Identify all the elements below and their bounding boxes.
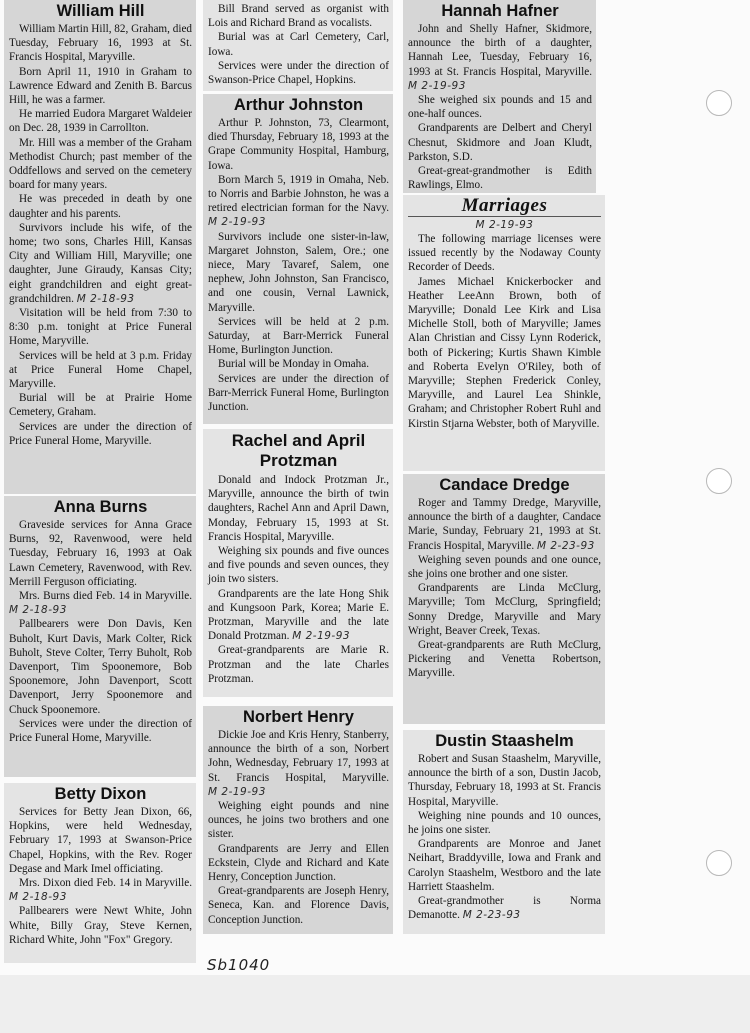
marriages-section <box>403 195 605 471</box>
paragraph-text: John and Shelly Hafner, Skidmore, announce the birth of a daughter, Hannah Lee, Tuesday, February 16, 1993 at St. Francis Hospital, Maryville. <box>408 23 592 78</box>
handwritten-date-note: M 2-19-93 <box>292 630 351 643</box>
paragraph-text: Mrs. Dixon died Feb. 14 in Maryville. <box>19 877 192 890</box>
paragraph: Burial will be Monday in Omaha. <box>218 358 370 371</box>
handwritten-date-note: M 2-18-93 <box>76 292 135 305</box>
obituary-title: Betty Dixon <box>54 785 147 803</box>
obituary-anna-burns <box>4 496 196 777</box>
paragraph: Weighing six pounds and five ounces and five pounds and seven ounces, they join two sisters. <box>208 545 389 586</box>
paragraph: Weighing nine pounds and 10 ounces, he joins one sister. <box>408 809 601 837</box>
paragraph <box>208 587 389 644</box>
paragraph: Arthur P. Johnston, 73, Clearmont, died Thursday, February 18, 1993 at the Grape Community Hospital, Hamburg, Iowa. <box>208 117 389 172</box>
paragraph: Pallbearers were Newt White, John White, Billy Gray, Steve Kernen, Richard White, John "Fox" Gregory. <box>9 905 192 946</box>
section-title: Marriages <box>408 197 601 217</box>
paragraph: Services are under the direction of Barr-Merrick Funeral Home, Burlington Junction. <box>208 372 389 414</box>
paragraph-text: Mrs. Burns died Feb. 14 in Maryville. <box>19 590 192 603</box>
birth-title: Rachel and April Protzman <box>231 431 366 470</box>
paragraph: Weighing seven pounds and one ounce, she joins one brother and one sister. <box>408 553 601 581</box>
paragraph: Services were under the direction of Swanson-Price Chapel, Hopkins. <box>208 59 389 87</box>
birth-title: Candace Dredge <box>439 476 570 494</box>
paragraph-text: Born March 5, 1919 in Omaha, Neb. to Norris and Barbie Johnston, he was a retired electrician forman for the Navy. <box>208 173 389 215</box>
paragraph: Robert and Susan Staashelm, Maryville, announce the birth of a son, Dustin Jacob, Thursday, February 18, 1993 at St. Francis Hospital, Maryville. <box>408 753 601 808</box>
binder-hole-top <box>706 90 732 116</box>
birth-dustin-staashelm <box>403 730 605 934</box>
paragraph: Grandparents are Linda McClurg, Maryville; Tom McClurg, Springfield; Sonny Dredge, Maryville and Mary Wright, Beaver Creek, Texas. <box>408 582 601 637</box>
paragraph: Bill Brand served as organist with Lois and Richard Brand as vocalists. <box>208 3 389 30</box>
paragraph: He was preceded in death by one daughter and his parents. <box>9 193 192 220</box>
birth-hannah-hafner <box>403 0 596 193</box>
page-signature: Sb1040 <box>207 956 271 974</box>
paragraph: James Michael Knickerbocker and Heather LeeAnn Brown, both of Maryville; Donald Lee Kirk and Lisa Michelle Stoll, both of Maryville; James Alan Christian and Cissy Lynn Roderick, both of Pickering; Kurtis Shawn Kimble and Roberta Evelyn O'Riley, both of Maryville; Stephen Frederick Conley, Maryville, and Laurel Lea Shinkle, Graham; and Christopher Robert Ruhl and Kirstin Stjarna Webster, both of Maryville. <box>408 275 601 430</box>
paragraph <box>9 589 192 617</box>
birth-protzman <box>203 429 393 697</box>
paragraph: Grandparents are Delbert and Cheryl Chesnut, Skidmore and Joan Kludt, Parkston, S.D. <box>408 122 592 163</box>
paragraph: Services for Betty Jean Dixon, 66, Hopkins, were held Wednesday, February 17, 1993 at Swanson-Price Chapel, Hopkins, with the Rev. Roger Degase and Mark Imel officiating. <box>9 806 192 875</box>
paragraph: Great-great-grandmother is Edith Rawlings, Elmo. <box>408 165 592 192</box>
handwritten-date-note: M 2-18-93 <box>9 891 67 904</box>
paragraph: Services will be held at 3 p.m. Friday at Price Funeral Home Chapel, Maryville. <box>9 349 192 391</box>
paragraph: Burial will be at Prairie Home Cemetery, Graham. <box>9 392 192 419</box>
obituary-title: Anna Burns <box>53 498 148 516</box>
paragraph: Survivors include one sister-in-law, Margaret Johnston, Salem, Ore.; one niece, Mary Tavaref, Salem, one nephew, John Johnston, San Francisco, and one cousin, Vernal Lawnick, Maryville. <box>208 230 389 314</box>
paragraph: Services were under the direction of Price Funeral Home, Maryville. <box>9 717 192 745</box>
handwritten-date-note: M 2-23-93 <box>462 909 521 922</box>
birth-title: Hannah Hafner <box>441 2 559 20</box>
scan-bottom-margin <box>0 975 750 1033</box>
birth-title: Dustin Staashelm <box>435 732 574 750</box>
handwritten-date-note: M 2-19-93 <box>208 785 266 798</box>
paragraph-text: Grandparents are the late Hong Shik and Kungsoon Park, Korea; Marie E. Protzman, Maryville and the late Donald Protzman. <box>208 587 389 643</box>
paragraph: Great-grandparents are Marie R. Protzman and the late Charles Protzman. <box>208 644 389 685</box>
handwritten-date-note: M 2-23-93 <box>536 539 595 552</box>
paragraph: Weighing eight pounds and nine ounces, he joins two brothers and one sister. <box>208 800 389 841</box>
paragraph <box>208 173 389 230</box>
handwritten-date-note: M 2-18-93 <box>9 604 67 617</box>
paragraph: Graveside services for Anna Grace Burns, 92, Ravenwood, were held Tuesday, February 16, 1993 at Oak Lawn Cemetery, Ravenwood, with Rev. Merrill Ferguson officiating. <box>9 519 192 588</box>
obituary-betty-dixon <box>4 783 196 963</box>
paragraph: William Martin Hill, 82, Graham, died Tuesday, February 16, 1993 at St. Francis Hospital, Maryville. <box>9 23 192 64</box>
paragraph: She weighed six pounds and 15 and one-half ounces. <box>408 94 592 121</box>
paragraph-text: Great-grandmother is Norma Demanotte. <box>408 895 601 922</box>
handwritten-date-note: M 2-19-93 <box>208 216 266 229</box>
paragraph: Donald and Indock Protzman Jr., Maryville, announce the birth of twin daughters, Rachel Ann and April Dawn, Monday, February 15, 1993 at St. Francis Hospital, Maryville. <box>208 474 389 543</box>
obituary-william-hill <box>4 0 196 494</box>
paragraph: Visitation will be held from 7:30 to 8:30 p.m. tonight at Price Funeral Home, Maryville. <box>9 307 192 348</box>
paragraph <box>408 22 592 93</box>
birth-candace-dredge <box>403 474 605 724</box>
paragraph: The following marriage licenses were issued recently by the Nodaway County Recorder of Deeds. <box>408 233 601 274</box>
paragraph: Great-grandparents are Joseph Henry, Seneca, Kan. and Florence Davis, Conception Junction. <box>208 885 389 926</box>
birth-norbert-henry <box>203 706 393 934</box>
paragraph: Mr. Hill was a member of the Graham Methodist Church; past member of the Oddfellows and served on the cemetery board for many years. <box>9 136 192 192</box>
paragraph <box>408 894 601 922</box>
obituary-continuation <box>203 0 393 91</box>
paragraph: Burial was at Carl Cemetery, Carl, Iowa. <box>208 31 389 58</box>
paragraph-text: Dickie Joe and Kris Henry, Stanberry, announce the birth of a son, Norbert John, Wednesday, February 17, 1993 at St. Francis Hospital, Maryville. <box>208 729 389 784</box>
obituary-arthur-johnston <box>203 94 393 424</box>
paragraph-text: Roger and Tammy Dredge, Maryville, announce the birth of a daughter, Candace Marie, Sunday, February 21, 1993 at St. Francis Hospital, Maryville. <box>408 497 601 552</box>
paragraph <box>9 876 192 904</box>
paragraph: Born April 11, 1910 in Graham to Lawrence Edward and Zenith B. Barcus Hill, he was a farmer. <box>9 65 192 107</box>
paragraph <box>408 496 601 553</box>
paragraph <box>208 728 389 799</box>
binder-hole-bottom <box>706 850 732 876</box>
binder-hole-middle <box>706 468 732 494</box>
paragraph <box>9 221 192 306</box>
paragraph: Grandparents are Jerry and Ellen Eckstein, Clyde and Richard and Kate Henry, Conception Junction. <box>208 842 389 884</box>
paragraph: Services will be held at 2 p.m. Saturday, at Barr-Merrick Funeral Home, Burlington Junction. <box>208 315 389 357</box>
obituary-title: Arthur Johnston <box>233 96 364 114</box>
handwritten-date-note: M 2-19-93 <box>475 219 534 231</box>
paragraph: Great-grandparents are Ruth McClurg, Pickering and Venetta Robertson, Maryville. <box>408 639 601 680</box>
obituary-title: William Hill <box>56 2 145 20</box>
paragraph: Services are under the direction of Price Funeral Home, Maryville. <box>9 420 192 447</box>
paragraph: He married Eudora Margaret Waldeier on Dec. 28, 1939 in Carrollton. <box>9 108 192 135</box>
handwritten-date-note: M 2-19-93 <box>408 79 466 92</box>
paragraph: Pallbearers were Don Davis, Ken Buholt, Kurt Davis, Mark Colter, Rick Buholt, Steve Colter, Terry Buholt, Rob Davenport, Tim Spoonemore, Bob Spoonemore, John Davenport, Scott Davenport, Jerry Spoonemore and Chuck Spoonemore. <box>9 618 192 716</box>
birth-title: Norbert Henry <box>243 708 354 726</box>
paragraph: Grandparents are Monroe and Janet Neihart, Braddyville, Iowa and Frank and Carolyn Staashelm, Westboro and the late Harriett Staashelm. <box>408 838 601 893</box>
paragraph-text: Survivors include his wife, of the home; two sons, Charles Hill, Kansas City and William Hill, Maryville; one daughter, June Giraudy, Kansas City; eight grandchildren and eight great-grandchildren. <box>9 221 192 305</box>
